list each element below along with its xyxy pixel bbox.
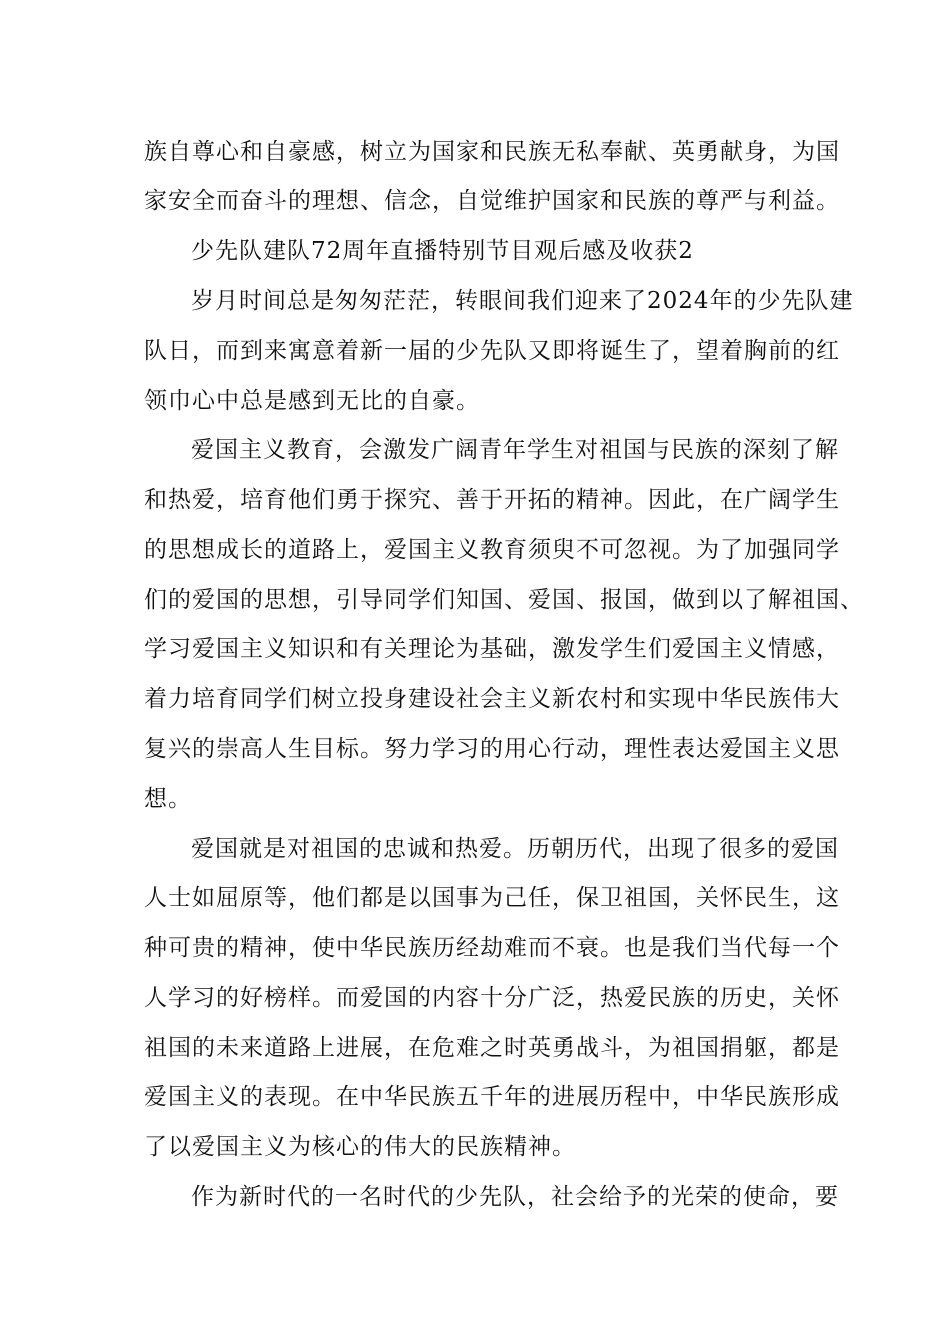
text-line: 学习爱国主义知识和有关理论为基础，激发学生们爱国主义情感， [144, 636, 840, 662]
text-line: 的思想成长的道路上，爱国主义教育须臾不可忽视。为了加强同学 [144, 537, 840, 563]
text-line: 族自尊心和自豪感，树立为国家和民族无私奉献、英勇献身，为国 [144, 139, 840, 165]
text-line: 爱国主义的表现。在中华民族五千年的进展历程中，中华民族形成 [144, 1084, 840, 1110]
text-line: 想。 [144, 786, 192, 812]
text-line: 人学习的好榜样。而爱国的内容十分广泛，热爱民族的历史，关怀 [144, 985, 840, 1011]
text-line: 家安全而奋斗的理想、信念，自觉维护国家和民族的尊严与利益。 [144, 188, 840, 214]
text-line: 爱国就是对祖国的忠诚和热爱。历朝历代，出现了很多的爱国 [191, 836, 839, 862]
text-line: 人士如屈原等，他们都是以国事为己任，保卫祖国，关怀民生，这 [144, 885, 840, 911]
text-line: 祖国的未来道路上进展，在危难之时英勇战斗，为祖国捐躯，都是 [144, 1035, 840, 1061]
text-line: 领巾心中总是感到无比的自豪。 [144, 388, 480, 414]
text-line: 和热爱，培育他们勇于探究、善于开拓的精神。因此，在广阔学生 [144, 487, 840, 513]
text-line: 种可贵的精神，使中华民族历经劫难而不衰。也是我们当代每一个 [144, 935, 840, 961]
text-line: 作为新时代的一名时代的少先队，社会给予的光荣的使命，要 [191, 1184, 839, 1210]
text-line: 了以爱国主义为核心的伟大的民族精神。 [144, 1134, 576, 1160]
text-line: 复兴的崇高人生目标。努力学习的用心行动，理性表达爱国主义思 [144, 736, 840, 762]
text-line: 队日，而到来寓意着新一届的少先队又即将诞生了，望着胸前的红 [144, 338, 840, 364]
section-heading: 少先队建队72周年直播特别节目观后感及收获2 [191, 238, 694, 264]
text-line: 们的爱国的思想，引导同学们知国、爱国、报国，做到以了解祖国、 [144, 587, 864, 613]
text-line: 着力培育同学们树立投身建设社会主义新农村和实现中华民族伟大 [144, 686, 840, 712]
text-line: 岁月时间总是匆匆茫茫，转眼间我们迎来了2024年的少先队建 [191, 288, 854, 314]
text-line: 爱国主义教育，会激发广阔青年学生对祖国与民族的深刻了解 [191, 437, 839, 463]
